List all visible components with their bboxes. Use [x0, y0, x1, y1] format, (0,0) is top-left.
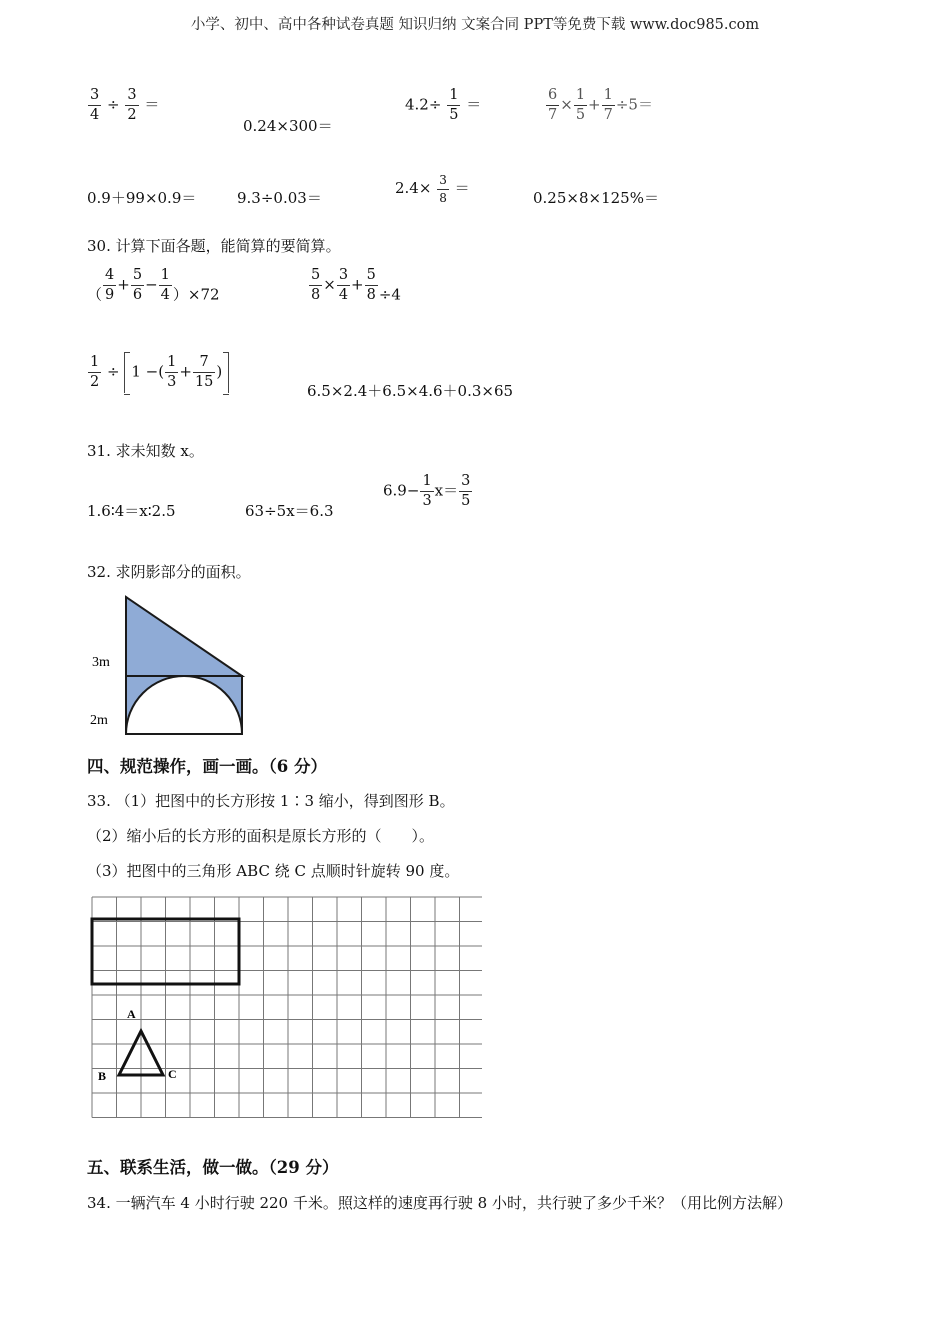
expr-r1-1: $\frac{3}{4}$ ÷ $\frac{3}{2}$ ＝ [90, 87, 160, 124]
shaded-triangle [126, 597, 242, 676]
q31-expr-2: 63÷5x＝6.3 [245, 502, 334, 520]
q33-line-2: （2）缩小后的长方形的面积是原长方形的（ ）。 [87, 827, 435, 845]
fraction: $\frac{3}{4}$ [338, 267, 349, 304]
fraction: $\frac{1}{7}$ [603, 87, 613, 124]
grid-figure [88, 894, 482, 1124]
fraction: $\frac{7}{15}$ [194, 354, 214, 391]
expr-r1-2: 0.24×300＝ [243, 117, 333, 135]
fraction: $\frac{1}{2}$ [90, 354, 100, 391]
fraction: $\frac{1}{3}$ [167, 354, 177, 391]
expr-r2-2: 9.3÷0.03＝ [237, 189, 322, 207]
fraction: $\frac{6}{7}$ [548, 87, 558, 124]
square-bracket: 1 −( $\frac{1}{3}$ + $\frac{7}{15}$ ) [124, 352, 229, 393]
expr-r2-3: 2.4× $\frac{3}{8}$ ＝ [395, 173, 470, 205]
label-b: B [98, 1069, 107, 1083]
square-grid [92, 897, 482, 1118]
fraction: $\frac{3}{4}$ [90, 87, 100, 124]
fraction: $\frac{4}{9}$ [105, 267, 115, 304]
q31-expr-3: 6.9− $\frac{1}{3}$ x＝ $\frac{3}{5}$ [383, 473, 471, 510]
fraction: $\frac{3}{2}$ [127, 87, 137, 124]
expr-r2-1: 0.9＋99×0.9＝ [87, 189, 197, 207]
q33-line-1: 33. （1）把图中的长方形按 1∶3 缩小，得到图形 B。 [87, 792, 455, 810]
q30-expr-1: （ $\frac{4}{9}$ + $\frac{5}{6}$ − $\frac{1}{4}$ ）×72 [87, 267, 220, 304]
q30-title: 30. 计算下面各题，能简算的要简算。 [87, 237, 341, 255]
fraction: $\frac{3}{8}$ [439, 173, 447, 205]
fraction: $\frac{5}{8}$ [311, 267, 321, 304]
q30-expr-2: $\frac{5}{8}$ × $\frac{3}{4}$ + $\frac{5}{8}$ ÷4 [311, 267, 401, 304]
fraction: $\frac{5}{6}$ [132, 267, 143, 304]
fraction: $\frac{1}{5}$ [449, 87, 459, 124]
expr-r1-4: $\frac{6}{7}$ × $\frac{1}{5}$ + $\frac{1}{7}$ ÷5＝ [548, 87, 653, 124]
label-3m: 3m [92, 655, 110, 670]
expr-r1-3: 4.2÷ $\frac{1}{5}$ ＝ [405, 87, 482, 124]
shaded-area-figure [86, 592, 256, 742]
fraction: $\frac{3}{5}$ [461, 473, 471, 510]
label-c: C [168, 1067, 177, 1081]
q34-text: 34. 一辆汽车 4 小时行驶 220 千米。照这样的速度再行驶 8 小时，共行驶了多少千米？（用比例方法解） [87, 1194, 792, 1212]
fraction: $\frac{1}{5}$ [575, 87, 586, 124]
section-5-title: 五、联系生活，做一做。（29 分） [87, 1158, 339, 1177]
label-a: A [127, 1007, 136, 1021]
q31-title: 31. 求未知数 x。 [87, 442, 204, 460]
q33-line-3: （3）把图中的三角形 ABC 绕 C 点顺时针旋转 90 度。 [87, 862, 460, 880]
fraction: $\frac{1}{3}$ [422, 473, 432, 510]
fraction: $\frac{5}{8}$ [366, 267, 376, 304]
q31-expr-1: 1.6∶4＝x∶2.5 [87, 502, 176, 520]
section-4-title: 四、规范操作，画一画。（6 分） [87, 757, 327, 776]
page-header: 小学、初中、高中各种试卷真题 知识归纳 文案合同 PPT等免费下载 www.doc985.com [190, 17, 760, 33]
label-2m: 2m [90, 713, 108, 728]
expr-r2-4: 0.25×8×125%＝ [533, 189, 659, 207]
fraction: $\frac{1}{4}$ [160, 267, 170, 304]
q32-title: 32. 求阴影部分的面积。 [87, 563, 251, 581]
q30-expr-3: $\frac{1}{2}$ ÷ 1 −( $\frac{1}{3}$ + $\frac{7}{15}$ ) [87, 352, 229, 393]
q30-expr-4: 6.5×2.4＋6.5×4.6＋0.3×65 [307, 382, 514, 400]
